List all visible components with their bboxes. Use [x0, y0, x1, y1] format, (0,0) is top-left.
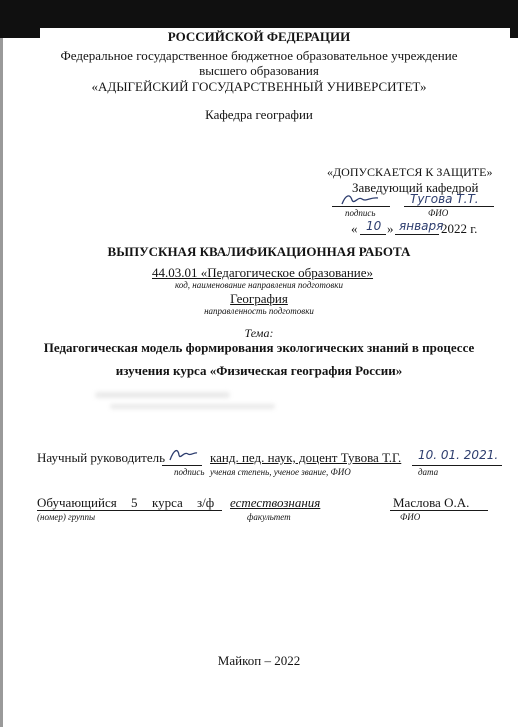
work-title: ВЫПУСКНАЯ КВАЛИФИКАЦИОННАЯ РАБОТА [107, 244, 411, 259]
name-caption: ФИО [428, 208, 449, 218]
supervisor-signature-line [162, 465, 202, 466]
date-day: 10 [366, 219, 382, 233]
student-label: Обучающийся [37, 495, 117, 510]
date-day-line [360, 234, 386, 235]
city-year: Майкоп – 2022 [217, 653, 301, 668]
theme-label: Тема: [244, 326, 274, 340]
name-line [404, 206, 494, 207]
scan-smudge [95, 392, 230, 398]
university-name: «АДЫГЕЙСКИЙ ГОСУДАРСТВЕННЫЙ УНИВЕРСИТЕТ» [91, 79, 427, 94]
student-name: Маслова О.А. [393, 495, 470, 510]
head-handwritten-name: Тугова Т.Т. [410, 192, 479, 206]
approval-stamp: «ДОПУСКАЕТСЯ К ЗАЩИТЕ» [327, 165, 493, 179]
student-form: з/ф [197, 495, 215, 510]
supervisor-label: Научный руководитель [37, 450, 166, 465]
direction-code: 44.03.01 «Педагогическое образование» [152, 265, 374, 280]
student-course: 5 [131, 495, 138, 510]
date-month-line [395, 234, 439, 235]
profile-name: География [230, 291, 288, 306]
scan-smudge [110, 404, 275, 409]
supervisor-degree-caption: ученая степень, ученое звание, ФИО [210, 467, 351, 477]
supervisor-date-line [412, 465, 502, 466]
institution-line-1: Федеральное государственное бюджетное образовательное учреждение [60, 48, 458, 63]
faculty-caption: факультет [247, 512, 291, 522]
student-name-caption: ФИО [400, 512, 421, 522]
date-year: 2022 г. [441, 221, 478, 236]
student-course-word: курса [152, 495, 183, 510]
head-of-department: Заведующий кафедрой [352, 180, 479, 195]
profile-caption: направленность подготовки [204, 306, 314, 316]
student-group-line [37, 510, 222, 511]
supervisor-signature [166, 443, 200, 465]
date-month: января [399, 219, 444, 233]
supervisor-name: канд. пед. наук, доцент Тувова Т.Г. [210, 450, 402, 465]
department-name: Кафедра географии [205, 107, 313, 122]
theme-line-2: изучения курса «Физическая география России» [115, 363, 403, 378]
supervisor-date-caption: дата [418, 467, 439, 477]
student-name-line [390, 510, 488, 511]
theme-line-1: Педагогическая модель формирования экологических знаний в процессе [43, 340, 475, 355]
country-heading: РОССИЙСКОЙ ФЕДЕРАЦИИ [167, 29, 351, 44]
student-faculty: естествознания [230, 495, 321, 510]
date-close-quote: » [387, 221, 394, 236]
supervisor-signature-caption: подпись [174, 467, 205, 477]
date-open-quote: « [351, 221, 358, 236]
supervisor-date: 10. 01. 2021. [418, 448, 499, 462]
direction-caption: код, наименование направления подготовки [175, 280, 343, 290]
signature-caption: подпись [345, 208, 376, 218]
institution-line-2: высшего образования [199, 63, 319, 78]
signature-line [332, 206, 390, 207]
group-caption: (номер) группы [37, 512, 96, 522]
